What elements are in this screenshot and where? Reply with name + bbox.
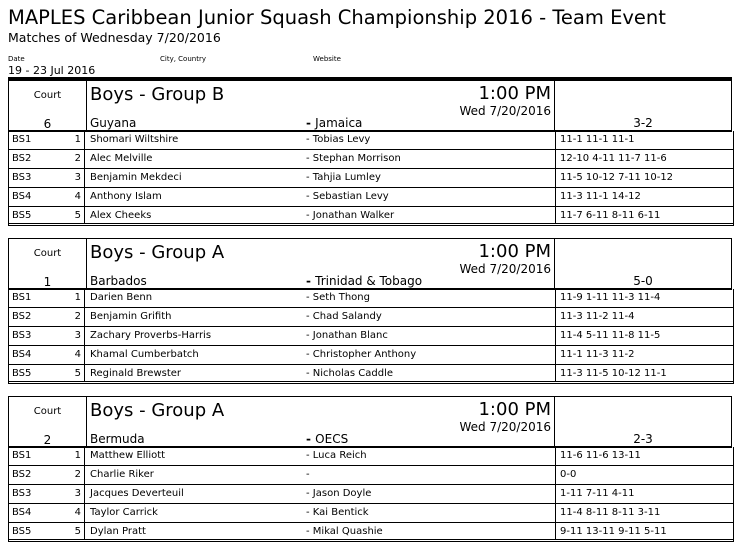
- player1-name: Jacques Deverteuil: [90, 488, 184, 499]
- match-number: 4: [74, 349, 81, 360]
- team2-label: Jamaica: [315, 116, 363, 130]
- player2-name: - Stephan Morrison: [306, 153, 401, 164]
- game-scores: 11-3 11-2 11-4: [560, 311, 635, 322]
- match-number: 3: [74, 330, 81, 341]
- game-scores: 9-11 13-11 9-11 5-11: [560, 526, 667, 537]
- player2-name: - Seth Thong: [306, 292, 370, 303]
- match-code: BS5: [12, 368, 32, 379]
- city-label: City, Country: [160, 55, 206, 63]
- team1-name: Guyana: [90, 116, 137, 130]
- column-divider: [555, 466, 556, 484]
- match-rows: [8, 447, 734, 542]
- player2-name: - Kai Bentick: [306, 507, 369, 518]
- column-divider: [555, 169, 556, 187]
- column-divider: [555, 188, 556, 206]
- game-scores: 0-0: [560, 469, 577, 480]
- court-label: Court: [33, 248, 62, 259]
- game-scores: 12-10 4-11 11-7 11-6: [560, 153, 667, 164]
- match-number: 2: [74, 311, 81, 322]
- game-scores: 11-1 11-1 11-1: [560, 134, 635, 145]
- player2-name: - Christopher Anthony: [306, 349, 417, 360]
- column-divider: [84, 485, 85, 503]
- game-scores: 11-7 6-11 8-11 6-11: [560, 210, 661, 221]
- court-number: 1: [43, 275, 52, 289]
- player1-name: Zachary Proverbs-Harris: [90, 330, 212, 341]
- team-score: 5-0: [633, 274, 653, 288]
- match-number: 1: [74, 450, 81, 461]
- column-divider: [555, 150, 556, 168]
- game-scores: 1-11 7-11 4-11: [560, 488, 635, 499]
- table-row: [9, 308, 733, 327]
- player2-name: - Tahjia Lumley: [306, 172, 381, 183]
- table-row: [9, 504, 733, 523]
- player2-name: - Mikal Quashie: [306, 526, 383, 537]
- column-divider: [555, 504, 556, 522]
- player2-name: - Luca Reich: [306, 450, 367, 461]
- game-scores: 11-4 8-11 8-11 3-11: [560, 507, 661, 518]
- match-code: BS1: [12, 450, 32, 461]
- column-divider: [84, 447, 85, 465]
- match-header: [8, 238, 732, 290]
- column-divider: [555, 131, 556, 149]
- table-row: [9, 346, 733, 365]
- court-label: Court: [33, 90, 62, 101]
- player1-name: Khamal Cumberbatch: [90, 349, 199, 360]
- match-number: 3: [74, 488, 81, 499]
- group-name: Boys - Group A: [90, 242, 225, 263]
- column-divider: [84, 207, 85, 223]
- match-code: BS5: [12, 210, 32, 221]
- table-row: [9, 327, 733, 346]
- match-number: 2: [74, 469, 81, 480]
- match-time: 1:00 PM: [478, 241, 551, 262]
- column-divider: [555, 207, 556, 223]
- player1-name: Darien Benn: [90, 292, 153, 303]
- date-value: 19 - 23 Jul 2016: [8, 64, 96, 77]
- player2-name: - Tobias Levy: [306, 134, 371, 145]
- column-divider: [86, 239, 87, 288]
- page-title: MAPLES Caribbean Junior Squash Championship 2016 - Team Event: [8, 6, 666, 29]
- court-number: 6: [43, 117, 52, 131]
- player2-name: - Jonathan Blanc: [306, 330, 388, 341]
- date-label: Date: [8, 55, 25, 63]
- team2-name: - Trinidad & Tobago: [306, 274, 423, 288]
- column-divider: [555, 523, 556, 539]
- player2-name: - Sebastian Levy: [306, 191, 389, 202]
- match-number: 2: [74, 153, 81, 164]
- player1-name: Anthony Islam: [90, 191, 162, 202]
- team-score: 2-3: [633, 432, 653, 446]
- match-time: 1:00 PM: [478, 399, 551, 420]
- match-date: Wed 7/20/2016: [459, 104, 551, 118]
- team2-name: - Jamaica: [306, 116, 363, 130]
- column-divider: [84, 289, 85, 307]
- match-code: BS3: [12, 172, 32, 183]
- match-date: Wed 7/20/2016: [459, 420, 551, 434]
- column-divider: [555, 327, 556, 345]
- match-number: 4: [74, 191, 81, 202]
- table-row: [9, 207, 733, 226]
- column-divider: [84, 504, 85, 522]
- game-scores: 11-3 11-5 10-12 11-1: [560, 368, 667, 379]
- match-header: [8, 80, 732, 132]
- column-divider: [84, 131, 85, 149]
- match-code: BS2: [12, 311, 32, 322]
- team2-name: - OECS: [306, 432, 349, 446]
- column-divider: [84, 308, 85, 326]
- team1-name: Barbados: [90, 274, 147, 288]
- table-row: [9, 289, 733, 308]
- team1-name: Bermuda: [90, 432, 145, 446]
- player2-name: -: [306, 469, 310, 480]
- game-scores: 11-9 1-11 11-3 11-4: [560, 292, 661, 303]
- table-row: [9, 466, 733, 485]
- match-rows: [8, 289, 734, 384]
- game-scores: 11-6 11-6 13-11: [560, 450, 641, 461]
- table-row: [9, 447, 733, 466]
- match-number: 1: [74, 134, 81, 145]
- match-header: [8, 396, 732, 448]
- player2-name: - Jason Doyle: [306, 488, 372, 499]
- player1-name: Benjamin Mekdeci: [90, 172, 182, 183]
- table-row: [9, 169, 733, 188]
- table-row: [9, 150, 733, 169]
- column-divider: [84, 188, 85, 206]
- column-divider: [555, 346, 556, 364]
- table-row: [9, 485, 733, 504]
- match-number: 5: [74, 526, 81, 537]
- player1-name: Dylan Pratt: [90, 526, 146, 537]
- match-code: BS3: [12, 488, 32, 499]
- match-code: BS2: [12, 153, 32, 164]
- player1-name: Matthew Elliott: [90, 450, 166, 461]
- match-time: 1:00 PM: [478, 83, 551, 104]
- column-divider: [555, 365, 556, 381]
- page-subtitle: Matches of Wednesday 7/20/2016: [8, 30, 221, 45]
- column-divider: [84, 466, 85, 484]
- column-divider: [84, 150, 85, 168]
- match-code: BS3: [12, 330, 32, 341]
- team2-label: Trinidad & Tobago: [315, 274, 423, 288]
- game-scores: 11-4 5-11 11-8 11-5: [560, 330, 661, 341]
- team2-label: OECS: [315, 432, 349, 446]
- match-code: BS2: [12, 469, 32, 480]
- column-divider: [555, 308, 556, 326]
- player1-name: Taylor Carrick: [90, 507, 158, 518]
- match-number: 3: [74, 172, 81, 183]
- match-number: 1: [74, 292, 81, 303]
- website-label: Website: [313, 55, 341, 63]
- player1-name: Reginald Brewster: [90, 368, 182, 379]
- match-rows: [8, 131, 734, 226]
- column-divider: [84, 327, 85, 345]
- table-row: [9, 365, 733, 384]
- match-code: BS4: [12, 507, 32, 518]
- match-code: BS1: [12, 134, 32, 145]
- player1-name: Charlie Riker: [90, 469, 154, 480]
- player2-name: - Chad Salandy: [306, 311, 382, 322]
- group-name: Boys - Group A: [90, 400, 225, 421]
- game-scores: 11-1 11-3 11-2: [560, 349, 635, 360]
- column-divider: [555, 485, 556, 503]
- column-divider: [84, 365, 85, 381]
- team-score: 3-2: [633, 116, 653, 130]
- table-row: [9, 523, 733, 542]
- player2-name: - Jonathan Walker: [306, 210, 395, 221]
- match-number: 4: [74, 507, 81, 518]
- match-number: 5: [74, 368, 81, 379]
- column-divider: [555, 289, 556, 307]
- column-divider: [86, 397, 87, 446]
- match-code: BS1: [12, 292, 32, 303]
- game-scores: 11-5 10-12 7-11 10-12: [560, 172, 674, 183]
- column-divider: [84, 169, 85, 187]
- player1-name: Shomari Wiltshire: [90, 134, 179, 145]
- match-code: BS5: [12, 526, 32, 537]
- player1-name: Alex Cheeks: [90, 210, 152, 221]
- court-label: Court: [33, 406, 62, 417]
- table-row: [9, 131, 733, 150]
- table-row: [9, 188, 733, 207]
- player1-name: Benjamin Grifith: [90, 311, 172, 322]
- player1-name: Alec Melville: [90, 153, 153, 164]
- group-name: Boys - Group B: [90, 84, 225, 105]
- player2-name: - Nicholas Caddle: [306, 368, 394, 379]
- court-number: 2: [43, 433, 52, 447]
- match-date: Wed 7/20/2016: [459, 262, 551, 276]
- match-code: BS4: [12, 349, 32, 360]
- column-divider: [555, 447, 556, 465]
- match-number: 5: [74, 210, 81, 221]
- game-scores: 11-3 11-1 14-12: [560, 191, 641, 202]
- match-code: BS4: [12, 191, 32, 202]
- column-divider: [84, 346, 85, 364]
- column-divider: [86, 81, 87, 130]
- column-divider: [84, 523, 85, 539]
